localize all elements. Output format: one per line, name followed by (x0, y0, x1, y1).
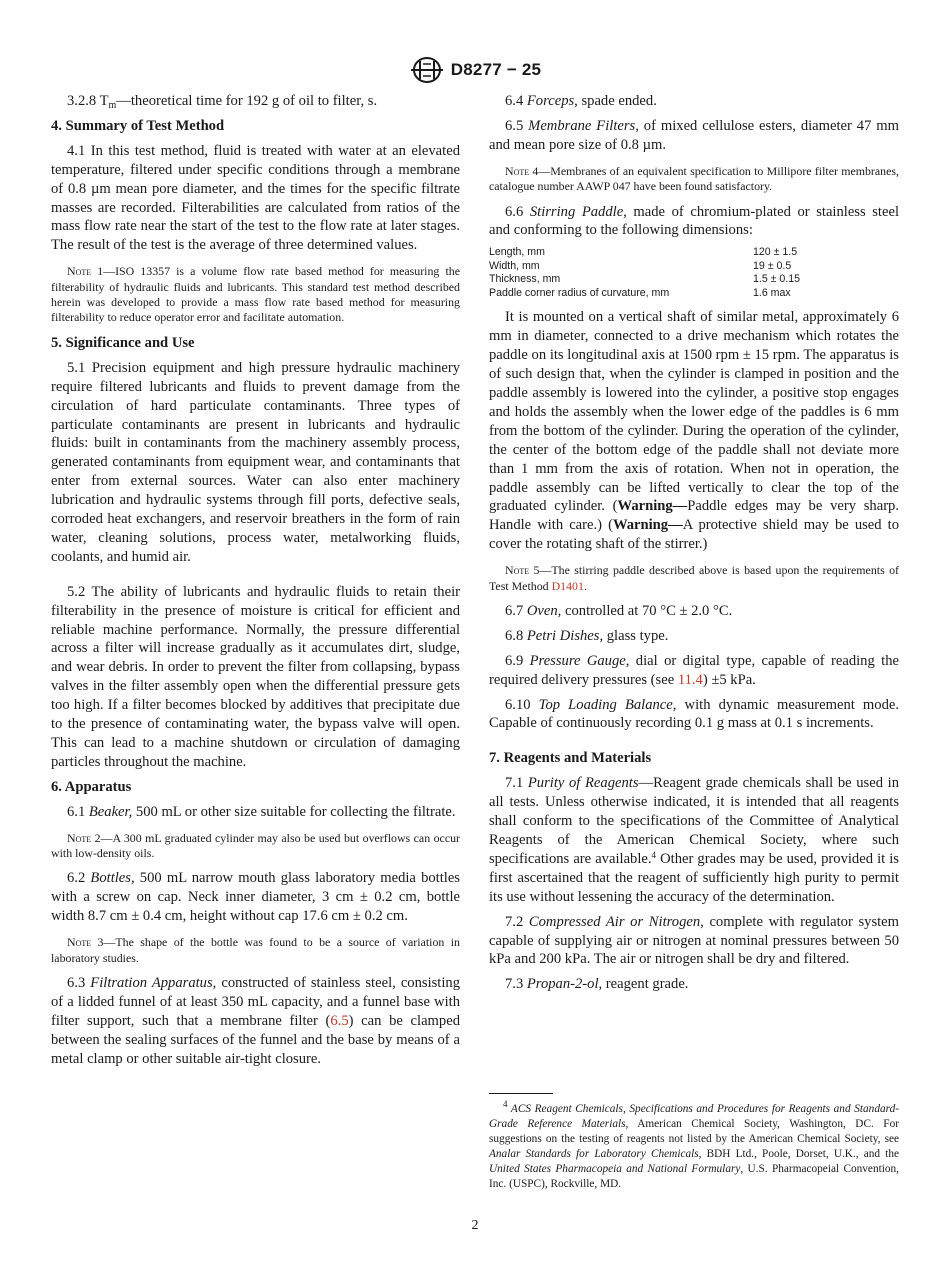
para-7-3-text: reagent grade. (602, 976, 689, 993)
table-row (489, 273, 899, 287)
footnote-4-analar: Analar Standards for Laboratory Chemicals (489, 1147, 699, 1160)
para-6-8-text: glass type. (603, 627, 669, 644)
para-6-10 (489, 696, 899, 734)
note-2-label: Note 2 (67, 830, 101, 845)
para-6-5-term: Membrane Filters, (528, 117, 639, 134)
dim-label: Thickness, mm (489, 273, 561, 286)
note-5 (489, 563, 899, 594)
para-6-1-num: 6.1 (67, 803, 89, 820)
footnote-4-text-b: , American Chemical Society, Washington, DC. For suggestions on the testing of reagents not listed by the American Chemical Society, see (489, 1117, 899, 1145)
note-3-label: Note 3 (67, 935, 104, 950)
para-6-5 (489, 117, 899, 155)
dim-label: Paddle corner radius of curvature, mm (489, 286, 670, 299)
para-6-7 (489, 602, 899, 621)
para-7-1-term: Purity of Reagents (527, 775, 639, 792)
para-7-2 (489, 913, 899, 970)
para-7-1-text-b: Other grades may be used, provided it is first ascertained that the reagent of sufficiently high purity to permit its use without lessening the accuracy of the determination. (489, 850, 899, 905)
dim-value: 1.5 ± 0.15 (753, 273, 801, 286)
footnote-4-text-f: , U.S. Pharmacopeial Convention, Inc. (USPC), Rockville, MD. (489, 1162, 899, 1190)
para-6-7-text: controlled at 70 °C ± 2.0 °C. (561, 602, 733, 619)
para-6-9 (489, 652, 899, 690)
para-3-2-8-text: —theoretical time for 192 g of oil to filter, s. (116, 93, 378, 109)
footnote-4-marker: 4 (503, 1099, 508, 1109)
para-6-7-term: Oven, (526, 602, 562, 619)
section-5-heading: 5. Significance and Use (51, 334, 195, 351)
para-6-3-text-b: ) can be clamped between the sealing surfaces of the funnel and the base by means of a metal clamp or other suitable air-tight closure. (51, 1012, 460, 1067)
para-6-8-num: 6.8 (505, 627, 527, 644)
note-1-label: Note 1 (67, 264, 104, 279)
note-2 (51, 831, 460, 862)
dim-value: 1.6 max (753, 286, 791, 299)
warning-2: Warning— (612, 517, 683, 534)
note-1-text: —ISO 13357 is a volume flow rate based method for measuring the filterability of hydraulic fluids and lubricants. This standard test method described herein was developed to provide a mass flow rate based method for measuring filterability to reduce operator error and facilitate automation. (51, 264, 460, 325)
para-6-3-text-a: constructed of stainless steel, consisting of a lidded funnel of at least 350 mL capacity, and a funnel base with filter support, such that a membrane filter ( (51, 974, 461, 1029)
para-6-10-num: 6.10 (505, 696, 539, 713)
table-row (489, 287, 899, 301)
para-6-6-term: Stirring Paddle, (529, 203, 627, 220)
footnote-ref-4[interactable]: 4 (651, 849, 657, 860)
footnote-4 (489, 1099, 899, 1191)
para-7-3-term: Propan-2-ol, (526, 976, 603, 993)
para-7-2-text: complete with regulator system capable of supplying air or nitrogen at nominal pressures between 50 kPa and 200 kPa. The air or nitrogen shall be dry and filtered. (489, 913, 900, 968)
para-6-8-term: Petri Dishes, (526, 627, 604, 644)
note-4 (489, 164, 899, 195)
link-6-5[interactable]: 6.5 (330, 1012, 349, 1029)
para-6-6-text: made of chromium-plated or stainless steel and conforming to the following dimensions: (489, 203, 899, 239)
note-3-text: —The shape of the bottle was found to be a source of variation in laboratory studies. (51, 935, 460, 965)
section-6-heading: 6. Apparatus (51, 778, 132, 795)
page-header (0, 54, 950, 86)
para-6-1-term: Beaker, (88, 803, 133, 820)
note-4-text: —Membranes of an equivalent specification to Millipore filter membranes, catalogue number AAWP 047 have been found satisfactory. (489, 163, 899, 194)
para-7-3 (489, 975, 899, 994)
para-6-2-term: Bottles, (90, 870, 135, 887)
note-5-end: . (583, 578, 587, 593)
para-6-4-term: Forceps, (526, 93, 578, 109)
dim-label: Width, mm (489, 259, 540, 272)
footnote-4-usp: United States Pharmacopeia and National Formulary (489, 1162, 741, 1175)
footnote-4-title: ACS Reagent Chemicals, Specifications and Procedures for Reagents and Standard-Grade Reference Materials (489, 1103, 899, 1130)
para-6-4-num: 6.4 (505, 93, 527, 109)
footnote-4-text-d: , BDH Ltd., Poole, Dorset, U.K., and the (698, 1147, 899, 1160)
para-6-5-num: 6.5 (505, 117, 529, 134)
right-column (489, 92, 899, 994)
para-6-6b-text-c: A protective shield may be used to cover the rotating shaft of the stirrer.) (489, 517, 899, 553)
para-6-1 (51, 803, 460, 822)
para-7-1-num: 7.1 (505, 775, 528, 792)
para-7-1 (489, 774, 899, 906)
table-row (489, 260, 899, 274)
para-6-6 (489, 203, 899, 241)
para-6-9-num: 6.9 (505, 652, 530, 669)
para-6-2-num: 6.2 (67, 870, 91, 887)
para-4-1: 4.1 In this test method, fluid is treated with water at an elevated temperature, filtered under specific conditions through a membrane of 0.8 µm mean pore diameter, and the times for the specific filtrate masses are recorded. Filterabilities are calculated from ratios of the mass flow rate near the start of the test to the flow rate at later stages. The result of the test is the average of three determined values. (51, 142, 460, 254)
para-3-2-8-term: 3.2.8 T (67, 93, 109, 109)
para-6-3-num: 6.3 (67, 974, 91, 991)
para-6-7-num: 6.7 (505, 602, 527, 619)
para-6-6-continued (489, 308, 899, 554)
subscript-m: m (108, 100, 117, 111)
para-3-2-8 (51, 92, 460, 111)
note-2-text: —A 300 mL graduated cylinder may also be used but overflows can occur with low-density oils. (51, 830, 461, 861)
para-5-2: 5.2 The ability of lubricants and hydraulic fluids to retain their filterability in the presence of moisture is critical for efficient and reliable machine performance. Normally, the pressure differential across a filter will increase gradually as it accumulates dirt, sludge, and wear debris. In order to prevent the filter from collapsing, bypass valves in the filter assembly open when the differential pressure gets too high. If a filter becomes blocked by additives that precipitate due to the presence of contaminating water, the bypass valve will open. This can lead to a machine shutdown or circulation of damaging particles throughout the machine. (51, 583, 460, 770)
para-7-1-text-a: —Reagent grade chemicals shall be used in all tests. Unless otherwise indicated, it is intended that all reagents shall conform to the specifications of the Committee of Analytical Reagents of the American Chemical Society, where such specifications are available. (489, 775, 899, 867)
warning-1: Warning— (617, 498, 688, 515)
para-6-6b-text-a: It is mounted on a vertical shaft of similar metal, approximately 6 mm in diameter, connected to a drive mechanism which rotates the paddle on its longitudinal axis at 1500 rpm ± 15 rpm. The apparatus is of such design that, when the cylinder is clamped in position and the paddle assembly is lowered into the cylinder, a positive stop engages and holds the assembly when the lower edge of the paddles is 6 mm from the bottom of the cylinder. During the operation of the cylinder, the center of the bottom edge of the paddle shall not deviate more than 1 mm from the axis of rotation. When not in operation, the paddle assembly can be lifted vertically to clear the top of the graduated cylinder. ( (489, 309, 899, 515)
para-6-9-text-a: dial or digital type, capable of reading the required delivery pressures (see (489, 652, 899, 688)
section-7-heading: 7. Reagents and Materials (489, 750, 652, 767)
para-7-2-term: Compressed Air or Nitrogen, (528, 913, 704, 930)
para-6-1-text: 500 mL or other size suitable for collecting the filtrate. (132, 803, 456, 820)
document-id: D8277 − 25 (450, 60, 542, 79)
para-6-2 (51, 869, 460, 926)
dim-value: 19 ± 0.5 (753, 259, 792, 272)
link-11-4[interactable]: 11.4 (677, 671, 703, 688)
para-6-5-text: of mixed cellulose esters, diameter 47 mm and mean pore size of 0.8 µm. (489, 117, 900, 153)
dim-label: Length, mm (489, 246, 545, 259)
para-6-2-text: 500 mL narrow mouth glass laboratory media bottles with a screw on cap. Neck inner diameter, 3 cm ± 0.2 cm, bottle width 8.7 cm ± 0.4 cm, height without cap 17.6 cm ± 0.2 cm. (51, 870, 460, 925)
dim-value: 120 ± 1.5 (753, 246, 798, 259)
note-3 (51, 935, 460, 966)
note-5-label: Note 5 (505, 563, 540, 578)
page-number: 2 (471, 1218, 479, 1233)
para-7-2-num: 7.2 (505, 913, 529, 930)
para-6-6b-text-b: Paddle edges may be very sharp. Handle with care.) ( (489, 498, 899, 534)
para-6-10-text: with dynamic measurement mode. Capable of continuously recording 0.1 g mass at 0.1 s increments. (489, 696, 899, 732)
para-6-4 (489, 92, 899, 111)
note-1 (51, 264, 460, 326)
para-6-9-term: Pressure Gauge, (529, 652, 630, 669)
para-6-9-text-b: ) ±5 kPa. (702, 671, 756, 688)
section-4-heading: 4. Summary of Test Method (51, 117, 225, 134)
para-6-8 (489, 627, 899, 646)
left-column (51, 92, 460, 1069)
para-6-3 (51, 974, 460, 1069)
note-5-text: —The stirring paddle described above is based upon the requirements of Test Method (489, 563, 900, 593)
para-6-4-text: spade ended. (577, 93, 657, 109)
para-6-10-term: Top Loading Balance, (538, 696, 677, 713)
astm-logo-icon (409, 56, 445, 84)
link-d1401[interactable]: D1401 (551, 578, 584, 593)
footnote-divider (489, 1093, 553, 1094)
para-5-1: 5.1 Precision equipment and high pressure hydraulic machinery require filtered lubricants and fluids to prevent damage from the circulation of hard particulate contaminants. Three types of particulate contaminants are present in lubricants and hydraulic fluids: built in contaminants from the machinery assembly process, generated contaminants from equipment wear, and contaminants that enter from external sources. Water can also enter machinery lubrication and hydraulic systems through fill ports, defective seals, corroded heat exchangers, and reservoir breathers in the form of rain water, cleaning solutions, process water, metalworking fluids, coolants, and humid air. (51, 359, 460, 565)
para-6-6-num: 6.6 (505, 203, 530, 220)
note-4-label: Note 4 (505, 163, 539, 178)
para-7-3-num: 7.3 (505, 976, 527, 993)
paddle-dimensions-table (489, 246, 899, 300)
table-row (489, 246, 899, 260)
para-6-3-term: Filtration Apparatus, (90, 974, 217, 991)
